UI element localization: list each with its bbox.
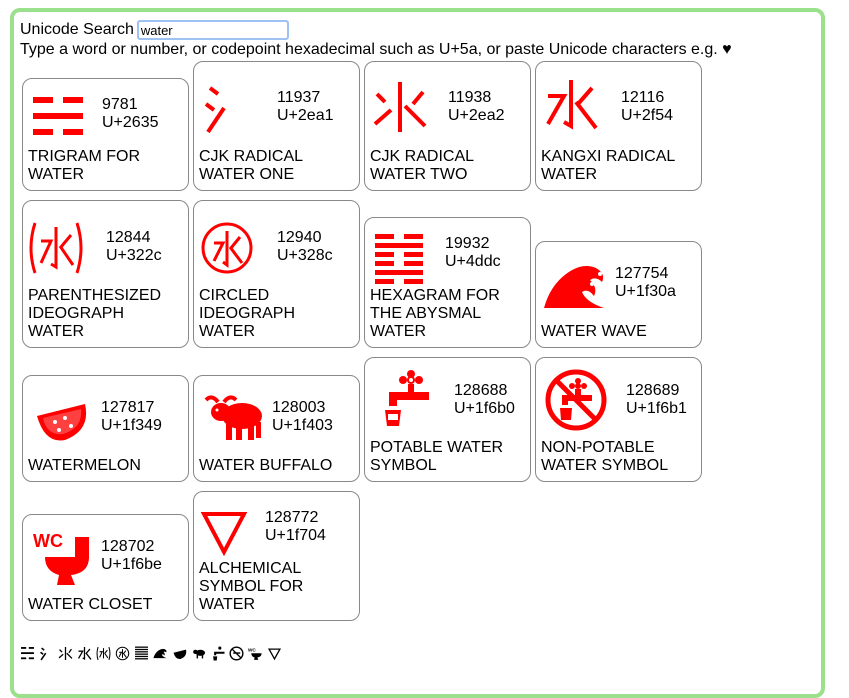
cjk-radical-water-two-icon (58, 646, 73, 661)
result-decimal: 11938 (448, 89, 492, 106)
result-card[interactable] (22, 514, 189, 621)
result-name: ALCHEMICAL SYMBOL FOR WATER (199, 560, 304, 613)
result-decimal: 128688 (454, 382, 508, 399)
alchemical-water-icon (198, 508, 256, 566)
non-potable-water-icon (544, 368, 608, 432)
result-card[interactable] (22, 78, 189, 191)
watermelon-icon (172, 646, 187, 661)
result-decimal: 127754 (615, 265, 669, 282)
result-characters-strip[interactable] (20, 646, 282, 661)
kangxi-water-icon (77, 646, 92, 661)
alchemical-water-icon (267, 646, 282, 661)
result-name: WATER CLOSET (28, 596, 153, 613)
water-buffalo-icon (191, 646, 206, 661)
cjk-radical-water-one-icon (39, 646, 54, 661)
result-card[interactable] (535, 241, 702, 348)
result-decimal: 19932 (445, 235, 490, 252)
result-card[interactable] (364, 217, 531, 348)
result-name: WATER WAVE (541, 323, 647, 340)
result-card[interactable] (193, 200, 360, 348)
result-hex: U+2ea2 (448, 107, 505, 124)
water-closet-icon (248, 646, 263, 661)
parenthesized-water-icon (96, 646, 111, 661)
result-decimal: 127817 (101, 399, 155, 416)
non-potable-water-icon (229, 646, 244, 661)
result-name: NON-POTABLE WATER SYMBOL (541, 439, 669, 474)
result-decimal: 128772 (265, 509, 319, 526)
result-decimal: 128003 (272, 399, 326, 416)
result-hex: U+4ddc (445, 253, 501, 270)
result-name: WATERMELON (28, 457, 141, 474)
result-hex: U+322c (106, 247, 162, 264)
parenthesized-water-icon (27, 219, 85, 277)
result-hex: U+2635 (102, 114, 159, 131)
result-decimal: 128689 (626, 382, 680, 399)
hexagram-abysmal-water-icon (134, 646, 149, 661)
circled-water-icon (115, 646, 130, 661)
result-card[interactable] (364, 61, 531, 191)
potable-water-icon (373, 370, 431, 428)
result-name: PARENTHESIZED IDEOGRAPH WATER (28, 287, 162, 340)
result-hex: U+2f54 (621, 107, 674, 124)
result-hex: U+1f6b0 (454, 400, 515, 417)
result-name: CJK RADICAL WATER ONE (199, 148, 303, 183)
result-card[interactable] (193, 61, 360, 191)
result-hex: U+1f349 (101, 417, 162, 434)
result-decimal: 9781 (102, 96, 138, 113)
potable-water-icon (210, 646, 225, 661)
result-hex: U+328c (277, 247, 333, 264)
result-card[interactable] (364, 357, 531, 482)
water-buffalo-icon (202, 390, 266, 448)
water-closet-icon (31, 529, 95, 587)
trigram-water-icon (29, 93, 87, 151)
trigram-water-icon (20, 646, 35, 661)
water-wave-icon (542, 258, 610, 316)
result-decimal: 12116 (621, 89, 665, 106)
result-hex: U+2ea1 (277, 107, 334, 124)
result-decimal: 128702 (101, 538, 155, 555)
result-decimal: 12844 (106, 229, 151, 246)
water-wave-icon (153, 646, 168, 661)
cjk-radical-water-one-icon (200, 78, 258, 136)
result-decimal: 12940 (277, 229, 322, 246)
search-label: Unicode Search (20, 21, 134, 38)
svg-text:WC: WC (33, 531, 63, 551)
result-card[interactable] (22, 375, 189, 482)
search-input[interactable] (138, 21, 288, 39)
result-name: CIRCLED IDEOGRAPH WATER (199, 287, 296, 340)
result-card[interactable] (535, 357, 702, 482)
result-name: TRIGRAM FOR WATER (28, 148, 140, 183)
result-name: KANGXI RADICAL WATER (541, 148, 675, 183)
circled-water-icon (198, 219, 256, 277)
search-hint: Type a word or number, or codepoint hexadecimal such as U+5a, or paste Unicode characters e.g. ♥ (20, 41, 732, 58)
result-name: POTABLE WATER SYMBOL (370, 439, 504, 474)
result-hex: U+1f30a (615, 283, 676, 300)
result-hex: U+1f704 (265, 527, 326, 544)
result-name: WATER BUFFALO (199, 457, 333, 474)
result-decimal: 11937 (277, 89, 321, 106)
result-hex: U+1f6be (101, 556, 162, 573)
result-card[interactable] (22, 200, 189, 348)
result-hex: U+1f6b1 (626, 400, 687, 417)
svg-text:WC: WC (248, 647, 256, 653)
result-card[interactable] (193, 375, 360, 482)
watermelon-icon (31, 390, 89, 448)
kangxi-water-icon (542, 76, 600, 134)
result-name: CJK RADICAL WATER TWO (370, 148, 474, 183)
result-name: HEXAGRAM FOR THE ABYSMAL WATER (370, 287, 500, 340)
search-row (20, 20, 288, 40)
hexagram-abysmal-water-icon (371, 232, 429, 290)
result-card[interactable] (193, 491, 360, 621)
result-hex: U+1f403 (272, 417, 333, 434)
result-card[interactable] (535, 61, 702, 191)
cjk-radical-water-two-icon (371, 78, 429, 136)
